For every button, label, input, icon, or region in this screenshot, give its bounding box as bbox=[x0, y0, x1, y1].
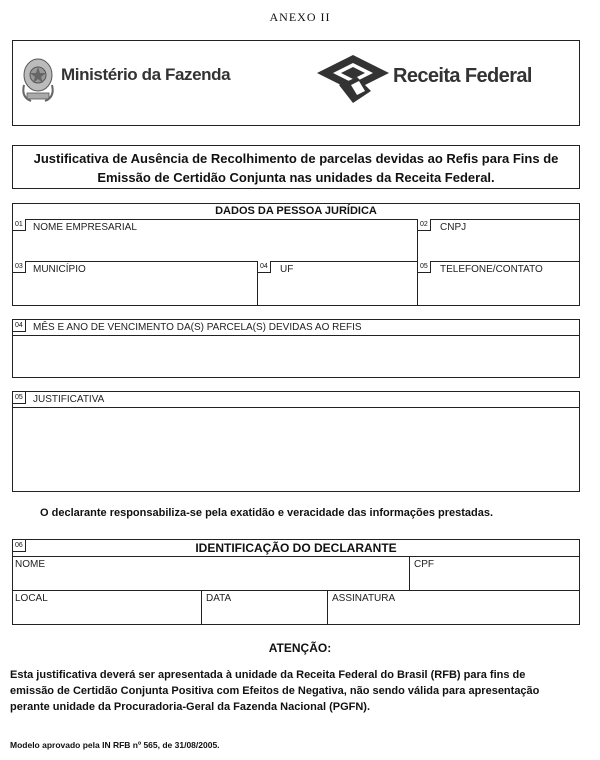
cnpj-field[interactable] bbox=[417, 219, 579, 261]
municipality-label: MUNICÍPIO bbox=[33, 264, 86, 275]
municipality-field[interactable] bbox=[13, 261, 257, 305]
footer-note: Modelo aprovado pela IN RFB nº 565, de 31/08/2005. bbox=[10, 740, 220, 750]
field-number: 05 bbox=[418, 261, 431, 273]
header-box bbox=[12, 40, 580, 126]
date-field[interactable] bbox=[201, 590, 327, 624]
declaration-text: O declarante responsabiliza-se pela exatidão e veracidade das informações prestadas. bbox=[40, 507, 494, 519]
attention-line2: emissão de Certidão Conjunta Positiva com Efeitos de Negativa, não sendo válida para apresentação bbox=[10, 685, 540, 697]
due-date-label: MÊS E ANO DE VENCIMENTO DA(S) PARCELA(S) DEVIDAS AO REFIS bbox=[33, 322, 362, 333]
field-number: 03 bbox=[13, 261, 26, 273]
receita-federal-logo-icon bbox=[315, 51, 391, 107]
signature-label: ASSINATURA bbox=[332, 593, 396, 604]
uf-field[interactable] bbox=[257, 261, 417, 305]
coat-of-arms-icon bbox=[21, 55, 55, 107]
field-number: 06 bbox=[13, 540, 26, 552]
justification-section[interactable] bbox=[12, 391, 580, 492]
form-title-line1: Justificativa de Ausência de Recolhimento de parcelas devidas ao Refis para Fins de bbox=[33, 151, 559, 166]
ministry-name: Ministério da Fazenda bbox=[61, 65, 231, 84]
due-date-section[interactable] bbox=[12, 319, 580, 378]
attention-line3: perante unidade da Procuradoria-Geral da Fazenda Nacional (PGFN). bbox=[10, 701, 371, 713]
company-section bbox=[12, 203, 580, 306]
attention-heading: ATENÇÃO: bbox=[268, 641, 332, 655]
attention-line1: Esta justificativa deverá ser apresentada à unidade da Receita Federal do Brasil (RFB) para fins de bbox=[10, 669, 526, 681]
annex-title: ANEXO II bbox=[269, 10, 331, 24]
declarant-section bbox=[12, 539, 580, 625]
company-section-heading: DADOS DA PESSOA JURÍDICA bbox=[215, 205, 377, 217]
local-field[interactable] bbox=[13, 590, 201, 624]
company-name-field[interactable] bbox=[13, 219, 417, 261]
justification-label: JUSTIFICATIVA bbox=[33, 394, 105, 405]
field-number: 01 bbox=[13, 219, 26, 231]
field-number: 04 bbox=[258, 261, 271, 273]
local-label: LOCAL bbox=[15, 593, 48, 604]
uf-label: UF bbox=[280, 264, 294, 275]
phone-contact-label: TELEFONE/CONTATO bbox=[440, 264, 543, 275]
field-number: 05 bbox=[13, 392, 26, 404]
company-name-label: NOME EMPRESARIAL bbox=[33, 222, 137, 233]
field-number: 02 bbox=[418, 219, 431, 231]
attention-text bbox=[10, 667, 594, 715]
cpf-label: CPF bbox=[414, 559, 434, 570]
declarant-section-heading: IDENTIFICAÇÃO DO DECLARANTE bbox=[195, 541, 397, 555]
cnpj-label: CNPJ bbox=[440, 222, 467, 233]
cpf-field[interactable] bbox=[409, 556, 579, 590]
agency-name: Receita Federal bbox=[393, 65, 532, 87]
signature-field[interactable] bbox=[327, 590, 579, 624]
phone-contact-field[interactable] bbox=[417, 261, 579, 305]
date-label: DATA bbox=[206, 593, 232, 604]
declarant-name-field[interactable] bbox=[13, 556, 409, 590]
declarant-name-label: NOME bbox=[15, 559, 45, 570]
field-number: 04 bbox=[13, 320, 26, 332]
form-title-line2: Emissão de Certidão Conjunta nas unidades da Receita Federal. bbox=[97, 170, 495, 185]
form-title-box bbox=[12, 145, 580, 189]
